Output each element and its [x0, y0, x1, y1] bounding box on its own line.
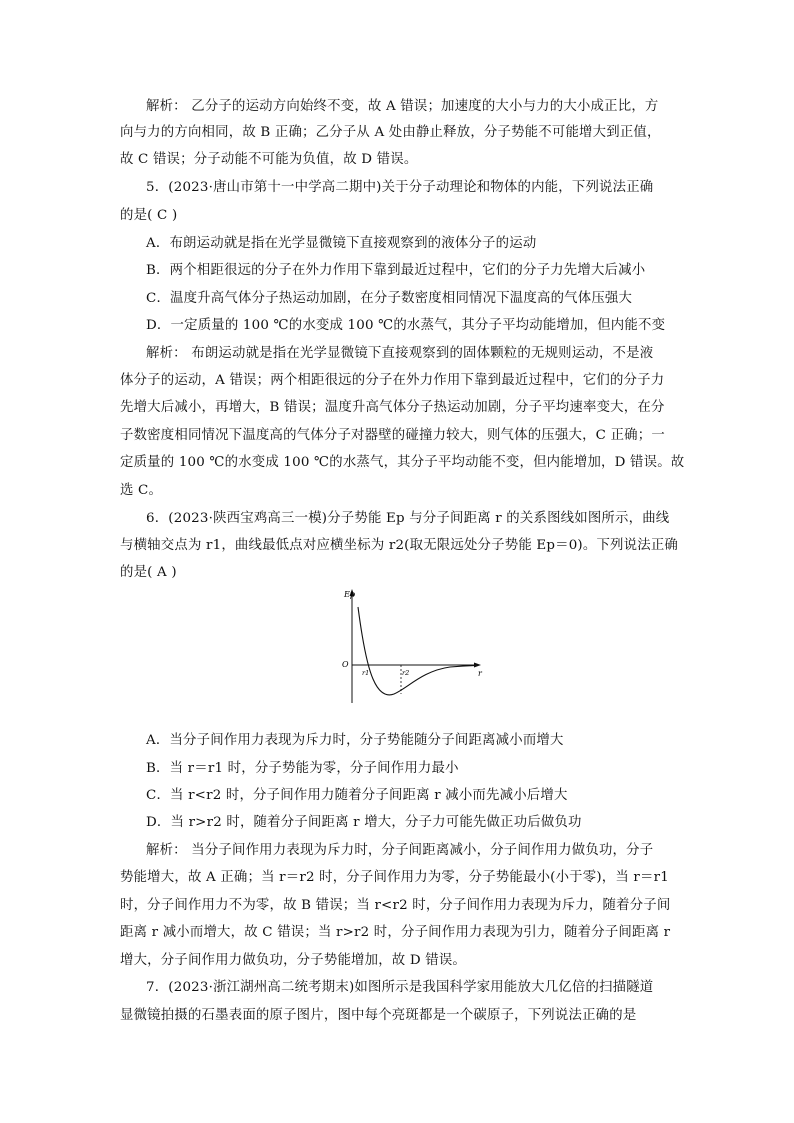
text-line: 定质量的 100 ℃的水变成 100 ℃的水蒸气，其分子平均动能不变，但内能增加，D 错误。故	[120, 455, 685, 470]
text-line: 距离 r 减小而增大，故 C 错误；当 r>r2 时，分子间作用力表现为引力，随着分子间距离 r	[120, 925, 671, 940]
text-line: 先增大后减小，再增大，B 错误；温度升高气体分子热运动加剧，分子平均速率变大，在分	[120, 400, 665, 415]
text-line: 5．(2023·唐山市第十一中学高二期中)关于分子动理论和物体的内能，下列说法正确	[146, 180, 654, 195]
text-line: 解析： 布朗运动就是指在光学显微镜下直接观察到的固体颗粒的无规则运动，不是液	[146, 346, 654, 361]
text-line: 的是( C )	[120, 208, 178, 223]
text-line: 体分子的运动，A 错误；两个相距很远的分子在外力作用下靠到最近过程中，它们的分子力	[120, 373, 665, 388]
text-line: A．当分子间作用力表现为斥力时，分子势能随分子间距离减小而增大	[146, 733, 564, 748]
text-line: C．温度升高气体分子热运动加剧，在分子数密度相同情况下温度高的气体压强大	[146, 291, 633, 306]
text-line: 子数密度相同情况下温度高的气体分子对器壁的碰撞力较大，则气体的压强大，C 正确；一	[120, 428, 665, 443]
text-line: 与横轴交点为 r1，曲线最低点对应横坐标为 r2(取无限远处分子势能 Ep＝0)。下列说法正确	[120, 538, 678, 553]
text-line: D．当 r>r2 时，随着分子间距离 r 增大，分子力可能先做正功后做负功	[146, 815, 582, 830]
text-line: C．当 r<r2 时，分子间作用力随着分子间距离 r 减小而先减小后增大	[146, 788, 568, 803]
text-line: 时，分子间作用力不为零，故 B 错误；当 r<r2 时，分子间作用力表现为斥力，随着分子间	[120, 898, 671, 913]
y-axis-label: Ep	[344, 590, 355, 599]
text-line: D．一定质量的 100 ℃的水变成 100 ℃的水蒸气，其分子平均动能增加，但内能不变	[146, 318, 666, 333]
text-line: 增大，分子间作用力做负功，分子势能增加，故 D 错误。	[120, 953, 467, 968]
potential-energy-graph	[330, 585, 490, 710]
ep-curve	[358, 607, 476, 695]
text-line: 解析： 当分子间作用力表现为斥力时，分子间距离减小，分子间作用力做负功，分子	[146, 843, 654, 858]
text-line: B．两个相距很远的分子在外力作用下靠到最近过程中，它们的分子力先增大后减小	[146, 263, 646, 278]
text-line: 的是( A )	[120, 565, 177, 580]
r2-label: r2	[402, 669, 410, 677]
text-line: 显微镜拍摄的石墨表面的原子图片，图中每个亮斑都是一个碳原子，下列说法正确的是	[120, 1008, 637, 1023]
text-line: B．当 r＝r1 时，分子势能为零，分子间作用力最小	[146, 761, 459, 776]
text-line: 故 C 错误；分子动能不可能为负值，故 D 错误。	[120, 152, 418, 167]
text-line: 选 C。	[120, 483, 163, 498]
text-line: 解析： 乙分子的运动方向始终不变，故 A 错误；加速度的大小与力的大小成正比，方	[146, 99, 659, 114]
text-line: 势能增大，故 A 正确；当 r＝r2 时，分子间作用力为零，分子势能最小(小于零)，当 r＝r1	[120, 870, 669, 885]
origin-label: O	[342, 660, 349, 669]
x-axis-label: r	[478, 669, 482, 678]
r1-label: r1	[362, 669, 370, 677]
text-line: 7．(2023·浙江湖州高二统考期末)如图所示是我国科学家用能放大几亿倍的扫描隧道	[146, 980, 654, 995]
text-line: 向与力的方向相同，故 B 正确；乙分子从 A 处由静止释放，分子势能不可能增大到正值，	[120, 125, 661, 140]
text-line: A．布朗运动就是指在光学显微镜下直接观察到的液体分子的运动	[146, 236, 537, 251]
text-line: 6．(2023·陕西宝鸡高三一模)分子势能 Ep 与分子间距离 r 的关系图线如图所示，曲线	[146, 511, 670, 526]
potential-energy-svg	[330, 585, 490, 710]
